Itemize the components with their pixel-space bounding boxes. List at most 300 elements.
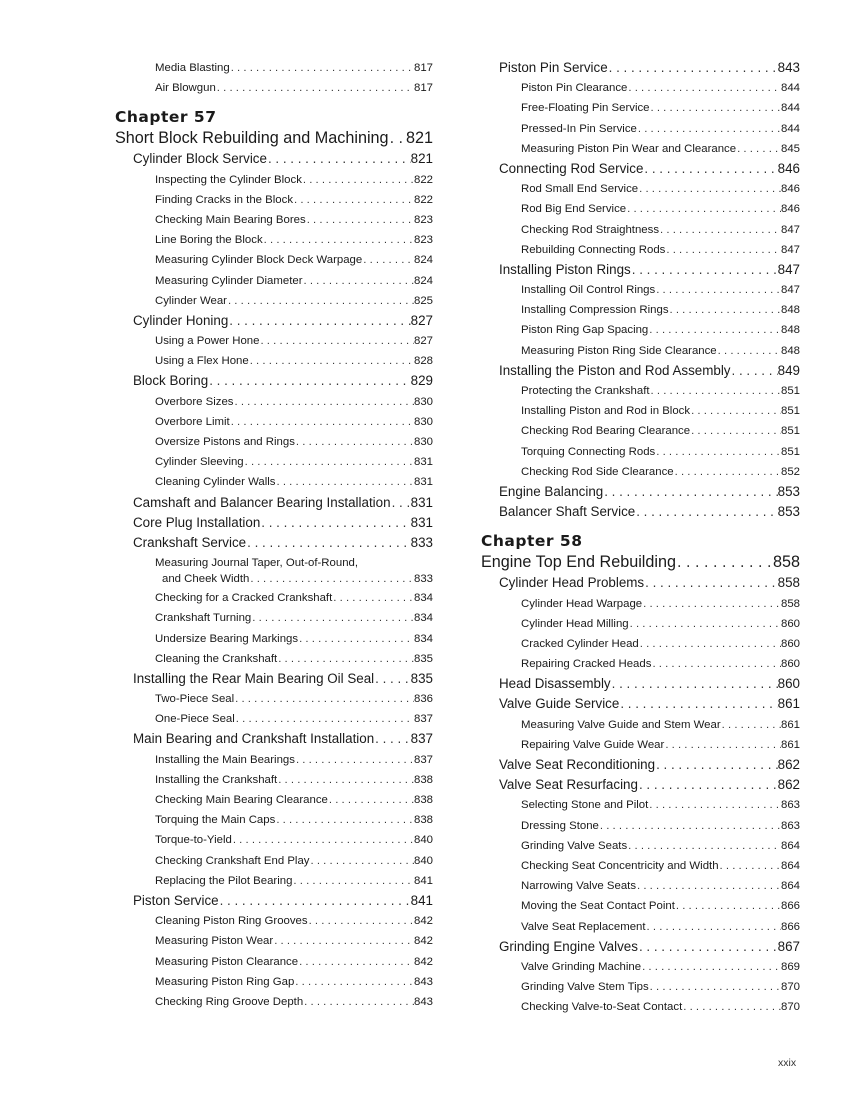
- entry-page-number: 866: [780, 900, 800, 913]
- toc-subsection-checking-crankshaft-end-play: [115, 851, 433, 871]
- toc-subsection-cleaning-piston-ring-grooves: [115, 911, 433, 931]
- dot-leader: [641, 957, 781, 977]
- entry-page-number: 841: [410, 892, 433, 908]
- toc-subsection-torque-to-yield: [115, 830, 433, 850]
- toc-subsection-two-piece-seal: [115, 689, 433, 709]
- toc-subsection-checking-rod-straightness: [481, 220, 800, 240]
- entry-title: Core Plug Installation: [133, 514, 261, 530]
- dot-leader: [303, 271, 414, 291]
- entry-page-number: 824: [413, 254, 433, 267]
- entry-title: Piston Pin Service: [499, 60, 608, 75]
- toc-subsection-repairing-valve-guide-wear: [481, 735, 800, 755]
- entry-title: Cleaning the Crankshaft: [155, 652, 278, 665]
- entry-page-number: 862: [777, 757, 800, 772]
- toc-section-core-plug-installation: [115, 513, 433, 533]
- entry-title: Checking for a Cracked Crankshaft: [155, 592, 333, 605]
- entry-page-number: 869: [780, 960, 800, 973]
- entry-page-number: 851: [780, 405, 800, 418]
- entry-page-number: 831: [410, 514, 433, 530]
- entry-title: Installing Piston Rings: [499, 261, 631, 277]
- toc-subsection-cleaning-the-crankshaft: [115, 649, 433, 669]
- entry-title: Two-Piece Seal: [155, 693, 235, 706]
- entry-page-number: 829: [410, 373, 433, 389]
- entry-title: Checking Seat Concentricity and Width: [521, 859, 719, 872]
- toc-subsection-pressed-in-pin-service: [481, 119, 800, 139]
- toc-section-installing-the-rear-main-bearing-oil-seal: [115, 669, 433, 689]
- toc-section-grinding-engine-valves: [481, 937, 800, 957]
- entry-page-number: 848: [780, 344, 800, 357]
- entry-title: Valve Guide Service: [499, 696, 620, 712]
- entry-title: Cleaning Piston Ring Grooves: [155, 915, 308, 928]
- entry-title: Inspecting the Cylinder Block: [155, 173, 302, 186]
- toc-subsection-protecting-the-crankshaft: [481, 381, 800, 401]
- toc-left-column: [115, 58, 433, 1012]
- entry-title: Air Blowgun: [155, 82, 216, 95]
- dot-leader: [608, 58, 778, 78]
- entry-title: Checking Main Bearing Bores: [155, 213, 306, 226]
- dot-leader: [650, 381, 781, 401]
- entry-title: Finding Cracks in the Block: [155, 193, 294, 206]
- toc-subsection-measuring-piston-ring-gap: [115, 972, 433, 992]
- entry-title: Grinding Engine Valves: [499, 938, 638, 954]
- entry-title: Cylinder Head Milling: [521, 617, 629, 630]
- entry-title: Overbore Sizes: [155, 395, 234, 408]
- entry-page-number: 844: [780, 102, 800, 115]
- toc-section-piston-pin-service: [481, 58, 800, 78]
- toc-subsection-grinding-valve-stem-tips: [481, 977, 800, 997]
- dot-leader: [391, 493, 411, 513]
- toc-subsection-rebuilding-connecting-rods: [481, 240, 800, 260]
- dot-leader: [295, 432, 414, 452]
- entry-page-number: 843: [413, 995, 433, 1008]
- entry-page-number: 870: [780, 1001, 800, 1014]
- entry-title: Engine Top End Rebuilding: [481, 553, 676, 572]
- entry-page-number: 838: [413, 814, 433, 827]
- toc-subsection-rod-small-end-service: [481, 179, 800, 199]
- entry-page-number: 853: [777, 504, 800, 520]
- entry-page-number: 864: [780, 880, 800, 893]
- entry-page-number: 824: [413, 274, 433, 287]
- entry-title: Measuring Valve Guide and Stem Wear: [521, 718, 721, 731]
- entry-title: Line Boring the Block: [155, 234, 263, 247]
- toc-section-cylinder-block-service: [115, 149, 433, 169]
- entry-page-number: 848: [780, 324, 800, 337]
- chapter-title-short-block-rebuilding-and-machining: [115, 127, 433, 149]
- entry-page-number: 866: [780, 920, 800, 933]
- entry-page-number: 833: [413, 573, 433, 586]
- toc-section-engine-balancing: [481, 482, 800, 502]
- toc-section-block-boring: [115, 371, 433, 391]
- toc-section-crankshaft-service: [115, 533, 433, 553]
- entry-title: Checking Ring Groove Depth: [155, 995, 304, 1008]
- entry-title: Piston Pin Clearance: [521, 82, 628, 95]
- entry-title: Balancer Shaft Service: [499, 504, 636, 520]
- dot-leader: [230, 412, 414, 432]
- dot-leader: [599, 816, 781, 836]
- dot-leader: [638, 937, 778, 957]
- dot-leader: [682, 997, 781, 1017]
- entry-page-number: 860: [780, 637, 800, 650]
- entry-title: Overbore Limit: [155, 415, 230, 428]
- entry-title: Measuring Journal Taper, Out-of-Round,: [155, 557, 359, 570]
- toc-subsection-torquing-connecting-rods: [481, 442, 800, 462]
- dot-leader: [234, 392, 414, 412]
- entry-page-number: 834: [413, 632, 433, 645]
- toc-subsection-valve-seat-replacement: [481, 917, 800, 937]
- entry-page-number: 842: [413, 915, 433, 928]
- dot-leader: [230, 58, 414, 78]
- entry-title: and Cheek Width: [162, 573, 250, 586]
- toc-subsection-installing-the-main-bearings: [115, 750, 433, 770]
- entry-title: Checking Rod Side Clearance: [521, 465, 674, 478]
- entry-page-number: 837: [410, 731, 433, 747]
- toc-subsection-installing-compression-rings: [481, 300, 800, 320]
- entry-page-number: 821: [410, 151, 433, 167]
- dot-leader: [292, 871, 414, 891]
- entry-title: Using a Power Hone: [155, 335, 260, 348]
- page-number: xxix: [778, 1057, 797, 1069]
- entry-page-number: 840: [413, 834, 433, 847]
- dot-leader: [259, 331, 414, 351]
- dot-leader: [362, 250, 414, 270]
- entry-title: Using a Flex Hone: [155, 355, 249, 368]
- dot-leader: [263, 230, 414, 250]
- toc-subsection-cylinder-head-milling: [481, 614, 800, 634]
- entry-page-number: 863: [780, 799, 800, 812]
- chapter-title-engine-top-end-rebuilding: [481, 551, 800, 573]
- entry-title: Protecting the Crankshaft: [521, 385, 650, 397]
- entry-page-number: 847: [777, 261, 800, 277]
- toc-subsection-rod-big-end-service: [481, 199, 800, 219]
- entry-title: Piston Service: [133, 892, 219, 908]
- toc-section-head-disassembly: [481, 674, 800, 694]
- entry-page-number: 867: [777, 938, 800, 954]
- dot-leader: [690, 401, 781, 421]
- entry-page-number: 817: [413, 62, 433, 74]
- entry-title: Valve Seat Reconditioning: [499, 757, 656, 772]
- entry-page-number: 821: [405, 129, 433, 148]
- dot-leader: [260, 513, 410, 533]
- entry-title: Valve Seat Replacement: [521, 920, 646, 933]
- dot-leader: [273, 931, 414, 951]
- entry-page-number: 863: [780, 819, 800, 832]
- entry-page-number: 870: [780, 981, 800, 994]
- dot-leader: [736, 139, 781, 159]
- entry-page-number: 864: [780, 859, 800, 872]
- toc-subsection-checking-rod-side-clearance: [481, 462, 800, 482]
- entry-page-number: 841: [413, 874, 433, 887]
- entry-title: Installing the Main Bearings: [155, 753, 295, 766]
- dot-leader: [310, 851, 414, 871]
- entry-page-number: 831: [413, 476, 433, 489]
- entry-page-number: 831: [413, 456, 433, 469]
- entry-page-number: 838: [413, 773, 433, 786]
- entry-title: Installing the Crankshaft: [155, 773, 278, 786]
- dot-leader: [308, 911, 414, 931]
- entry-page-number: 822: [413, 193, 433, 206]
- dot-leader: [277, 770, 414, 790]
- toc-subsection-using-a-power-hone: [115, 331, 433, 351]
- entry-title: Grinding Valve Stem Tips: [521, 981, 649, 994]
- toc-section-cylinder-honing: [115, 311, 433, 331]
- dot-leader: [669, 300, 781, 320]
- dot-leader: [629, 614, 781, 634]
- toc-section-piston-service: [115, 891, 433, 911]
- entry-page-number: 861: [777, 696, 800, 712]
- toc-section-valve-seat-reconditioning: [481, 755, 800, 775]
- dot-leader: [389, 127, 406, 149]
- dot-leader: [642, 594, 781, 614]
- dot-leader: [275, 810, 414, 830]
- toc-subsection-installing-oil-control-rings: [481, 280, 800, 300]
- entry-page-number: 847: [780, 223, 800, 236]
- entry-page-number: 838: [413, 794, 433, 806]
- entry-page-number: 830: [413, 395, 433, 408]
- toc-subsection-checking-main-bearing-clearance: [115, 790, 433, 810]
- toc-subsection-installing-piston-and-rod-in-block: [481, 401, 800, 421]
- dot-leader: [631, 260, 778, 280]
- dot-leader: [216, 78, 414, 98]
- entry-page-number: 847: [780, 243, 800, 256]
- dot-leader: [276, 472, 414, 492]
- entry-title: Cylinder Head Problems: [499, 575, 645, 591]
- dot-leader: [643, 159, 777, 179]
- toc-subsection-undersize-bearing-markings: [115, 629, 433, 649]
- dot-leader: [249, 571, 414, 588]
- entry-page-number: 831: [410, 494, 433, 510]
- entry-title: Valve Grinding Machine: [521, 960, 642, 973]
- entry-title: Media Blasting: [155, 62, 230, 74]
- entry-page-number: 852: [780, 465, 800, 478]
- entry-title: Camshaft and Balancer Bearing Installation: [133, 494, 391, 510]
- toc-subsection-line-boring-the-block: [115, 230, 433, 250]
- toc-section-installing-the-piston-and-rod-assembly: [481, 361, 800, 381]
- dot-leader: [665, 240, 781, 260]
- chapter-heading-chapter-58: Chapter 58: [481, 532, 583, 551]
- dot-leader: [639, 634, 781, 654]
- dot-leader: [294, 972, 414, 992]
- entry-page-number: 858: [780, 597, 800, 610]
- toc-subsection-dressing-stone: [481, 816, 800, 836]
- dot-leader: [690, 421, 781, 441]
- entry-page-number: 843: [777, 60, 800, 75]
- dot-leader: [332, 588, 414, 608]
- entry-title: Measuring Cylinder Block Deck Warpage: [155, 254, 363, 267]
- entry-title: Rod Small End Service: [521, 183, 639, 196]
- entry-title: Dressing Stone: [521, 819, 599, 832]
- entry-page-number: 823: [413, 234, 433, 247]
- entry-title: Main Bearing and Crankshaft Installation: [133, 731, 375, 747]
- dot-leader: [664, 735, 781, 755]
- entry-page-number: 864: [780, 839, 800, 852]
- dot-leader: [675, 896, 781, 916]
- toc-subsection-measuring-piston-ring-side-clearance: [481, 341, 800, 361]
- toc-subsection-continued-and-cheek-width: [115, 571, 433, 588]
- toc-subsection-checking-seat-concentricity-and-width: [481, 856, 800, 876]
- toc-subsection-moving-the-seat-contact-point: [481, 896, 800, 916]
- entry-title: Connecting Rod Service: [499, 160, 644, 176]
- dot-leader: [619, 694, 777, 714]
- dot-leader: [293, 190, 414, 210]
- entry-title: Rod Big End Service: [521, 203, 627, 216]
- toc-subsection-media-blasting: [115, 58, 433, 78]
- entry-page-number: 825: [413, 294, 433, 307]
- entry-page-number: 830: [413, 415, 433, 428]
- dot-leader: [232, 830, 414, 850]
- dot-leader: [228, 311, 410, 331]
- entry-page-number: 847: [780, 284, 800, 297]
- entry-title: Crankshaft Service: [133, 534, 247, 550]
- dot-leader: [674, 462, 781, 482]
- toc-subsection-overbore-limit: [115, 412, 433, 432]
- toc-subsection-narrowing-valve-seats: [481, 876, 800, 896]
- entry-title: Measuring Cylinder Diameter: [155, 274, 303, 287]
- entry-title: Moving the Seat Contact Point: [521, 900, 675, 913]
- dot-leader: [648, 795, 781, 815]
- entry-page-number: 834: [413, 592, 433, 605]
- dot-leader: [648, 320, 781, 340]
- toc-subsection-torquing-the-main-caps: [115, 810, 433, 830]
- dot-leader: [249, 351, 414, 371]
- dot-leader: [219, 891, 411, 911]
- toc-subsection-piston-pin-clearance: [481, 78, 800, 98]
- dot-leader: [267, 149, 411, 169]
- dot-leader: [295, 750, 414, 770]
- dot-leader: [303, 992, 414, 1012]
- chapter-heading-chapter-57: Chapter 57: [115, 108, 217, 127]
- entry-page-number: 845: [780, 142, 800, 155]
- dot-leader: [636, 876, 781, 896]
- toc-section-valve-guide-service: [481, 694, 800, 714]
- entry-title: One-Piece Seal: [155, 713, 235, 726]
- entry-title: Crankshaft Turning: [155, 612, 252, 625]
- toc-subsection-measuring-piston-wear: [115, 931, 433, 951]
- entry-title: Cleaning Cylinder Walls: [155, 476, 276, 489]
- toc-subsection-cleaning-cylinder-walls: [115, 472, 433, 492]
- entry-title: Replacing the Pilot Bearing: [155, 874, 293, 887]
- dot-leader: [302, 170, 414, 190]
- dot-leader: [646, 917, 781, 937]
- dot-leader: [721, 715, 781, 735]
- entry-page-number: 840: [413, 854, 433, 867]
- entry-title: Measuring Piston Ring Gap: [155, 975, 295, 988]
- toc-subsection-cylinder-sleeving: [115, 452, 433, 472]
- entry-page-number: 851: [780, 445, 800, 458]
- entry-page-number: 851: [780, 385, 800, 397]
- entry-title: Repairing Valve Guide Wear: [521, 738, 665, 751]
- entry-page-number: 846: [777, 160, 800, 176]
- toc-subsection-one-piece-seal: [115, 709, 433, 729]
- entry-page-number: 835: [413, 652, 433, 665]
- entry-title: Head Disassembly: [499, 676, 611, 692]
- entry-page-number: 848: [780, 304, 800, 317]
- entry-page-number: 827: [410, 312, 433, 328]
- toc-subsection-piston-ring-gap-spacing: [481, 320, 800, 340]
- entry-page-number: 836: [413, 693, 433, 706]
- entry-page-number: 861: [780, 718, 800, 731]
- dot-leader: [676, 551, 773, 573]
- dot-leader: [298, 952, 414, 972]
- entry-page-number: 817: [413, 82, 433, 95]
- toc-subsection-checking-for-a-cracked-crankshaft: [115, 588, 433, 608]
- entry-title: Checking Crankshaft End Play: [155, 854, 310, 867]
- entry-page-number: 860: [780, 658, 800, 671]
- toc-subsection-inspecting-the-cylinder-block: [115, 170, 433, 190]
- entry-page-number: 842: [413, 935, 433, 948]
- dot-leader: [649, 977, 781, 997]
- entry-title: Checking Rod Bearing Clearance: [521, 425, 691, 438]
- entry-title: Cracked Cylinder Head: [521, 637, 639, 650]
- entry-page-number: 846: [780, 183, 800, 196]
- dot-leader: [655, 280, 781, 300]
- entry-title: Repairing Cracked Heads: [521, 658, 652, 671]
- entry-title: Measuring Piston Ring Side Clearance: [521, 344, 717, 357]
- dot-leader: [655, 442, 781, 462]
- entry-page-number: 860: [777, 676, 800, 692]
- entry-title: Cylinder Wear: [155, 294, 227, 307]
- toc-subsection-measuring-journal-taper-out-of-round: [115, 553, 433, 571]
- toc-subsection-overbore-sizes: [115, 392, 433, 412]
- dot-leader: [374, 729, 410, 749]
- toc-subsection-checking-ring-groove-depth: [115, 992, 433, 1012]
- entry-page-number: 843: [413, 975, 433, 988]
- entry-title: Installing Compression Rings: [521, 304, 669, 317]
- entry-page-number: 849: [777, 362, 800, 378]
- dot-leader: [627, 836, 781, 856]
- toc-subsection-measuring-valve-guide-and-stem-wear: [481, 715, 800, 735]
- entry-title: Cylinder Head Warpage: [521, 597, 643, 610]
- entry-title: Installing Oil Control Rings: [521, 284, 656, 297]
- entry-page-number: 862: [777, 777, 800, 793]
- dot-leader: [651, 654, 781, 674]
- entry-title: Installing the Rear Main Bearing Oil Seal: [133, 670, 375, 686]
- dot-leader: [650, 98, 781, 118]
- dot-leader: [659, 220, 781, 240]
- dot-leader: [603, 482, 777, 502]
- dot-leader: [626, 199, 781, 219]
- entry-title: Measuring Piston Pin Wear and Clearance: [521, 142, 737, 155]
- entry-page-number: 823: [413, 213, 433, 226]
- entry-title: Checking Main Bearing Clearance: [155, 794, 328, 806]
- entry-title: Measuring Piston Clearance: [155, 955, 299, 968]
- entry-page-number: 858: [777, 575, 800, 591]
- toc-subsection-cylinder-head-warpage: [481, 594, 800, 614]
- dot-leader: [635, 502, 777, 522]
- toc-section-connecting-rod-service: [481, 159, 800, 179]
- toc-subsection-checking-main-bearing-bores: [115, 210, 433, 230]
- dot-leader: [374, 669, 411, 689]
- dot-leader: [611, 674, 778, 694]
- toc-subsection-crankshaft-turning: [115, 608, 433, 628]
- entry-title: Torque-to-Yield: [155, 834, 232, 847]
- dot-leader: [637, 119, 781, 139]
- entry-title: Oversize Pistons and Rings: [155, 436, 295, 448]
- toc-subsection-finding-cracks-in-the-block: [115, 190, 433, 210]
- entry-title: Narrowing Valve Seats: [521, 880, 637, 893]
- toc-section-balancer-shaft-service: [481, 502, 800, 522]
- dot-leader: [328, 790, 414, 810]
- entry-title: Block Boring: [133, 373, 209, 389]
- toc-section-cylinder-head-problems: [481, 573, 800, 593]
- dot-leader: [298, 629, 414, 649]
- entry-page-number: 837: [413, 753, 433, 766]
- toc-subsection-repairing-cracked-heads: [481, 654, 800, 674]
- entry-title: Selecting Stone and Pilot: [521, 799, 649, 812]
- toc-subsection-cylinder-wear: [115, 291, 433, 311]
- dot-leader: [644, 573, 778, 593]
- toc-subsection-free-floating-pin-service: [481, 98, 800, 118]
- dot-leader: [638, 179, 781, 199]
